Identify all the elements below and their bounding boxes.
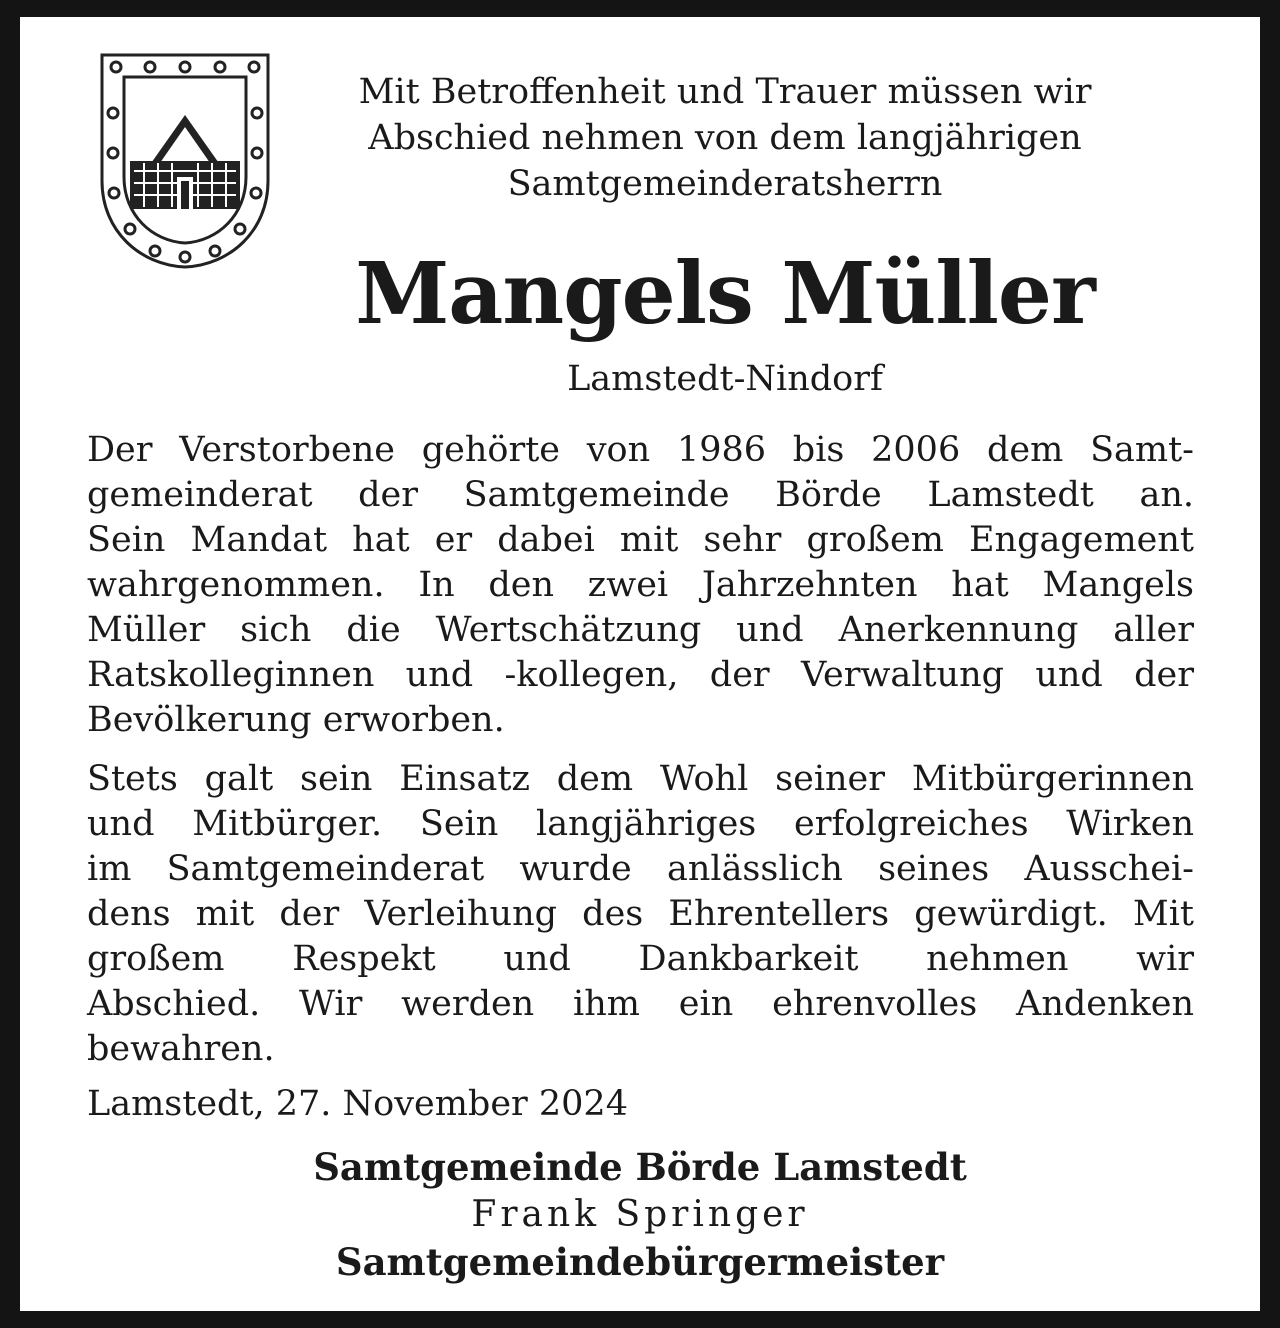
text-line: wahrgenommen. In den zwei Jahrzehnten hat Mangels [87, 565, 1194, 605]
intro-line: Samtgemeinderatsherrn [507, 164, 943, 204]
signature-organization: Samtgemeinde Börde Lamstedt [313, 1145, 967, 1189]
text-line: gemeinderat der Samtgemeinde Börde Lamstedt an. [87, 475, 1194, 515]
text-line: Der Verstorbene gehörte von 1986 bis 2006 dem Samt- [87, 430, 1194, 470]
deceased-place: Lamstedt-Nindorf [567, 359, 883, 399]
text-line: Ratskolleginnen und -kollegen, der Verwaltung und der [87, 655, 1194, 695]
date-line: Lamstedt, 27. November 2024 [87, 1084, 628, 1124]
text-line: Müller sich die Wertschätzung und Anerkennung aller [87, 610, 1194, 650]
obituary-body [87, 428, 1194, 1086]
intro-line: Abschied nehmen von dem langjährigen [368, 118, 1082, 158]
text-line: Stets galt sein Einsatz dem Wohl seiner Mitbürgerinnen [87, 759, 1194, 799]
coat-of-arms-icon [100, 53, 270, 269]
paragraph-1 [87, 428, 1194, 743]
intro-line: Mit Betroffenheit und Trauer müssen wir [358, 72, 1092, 112]
paragraph-2 [87, 757, 1194, 1072]
text-line: Bevölkerung erworben. [87, 700, 505, 740]
intro-text [290, 69, 1160, 207]
text-line: im Samtgemeinderat wurde anlässlich seines Ausschei- [87, 849, 1194, 889]
deceased-name: Mangels Müller [355, 244, 1095, 344]
text-line: dens mit der Verleihung des Ehrentellers gewürdigt. Mit [87, 894, 1194, 934]
text-line: bewahren. [87, 1029, 275, 1069]
text-line: Sein Mandat hat er dabei mit sehr großem Engagement [87, 520, 1194, 560]
signature-person: Frank Springer [471, 1194, 809, 1235]
text-line: und Mitbürger. Sein langjähriges erfolgreiches Wirken [87, 804, 1194, 844]
text-line: Abschied. Wir werden ihm ein ehrenvolles Andenken [87, 984, 1194, 1024]
text-line: großem Respekt und Dankbarkeit nehmen wir [87, 939, 1194, 979]
signature-title: Samtgemeindebürgermeister [335, 1240, 945, 1284]
obituary-notice [20, 17, 1260, 1311]
